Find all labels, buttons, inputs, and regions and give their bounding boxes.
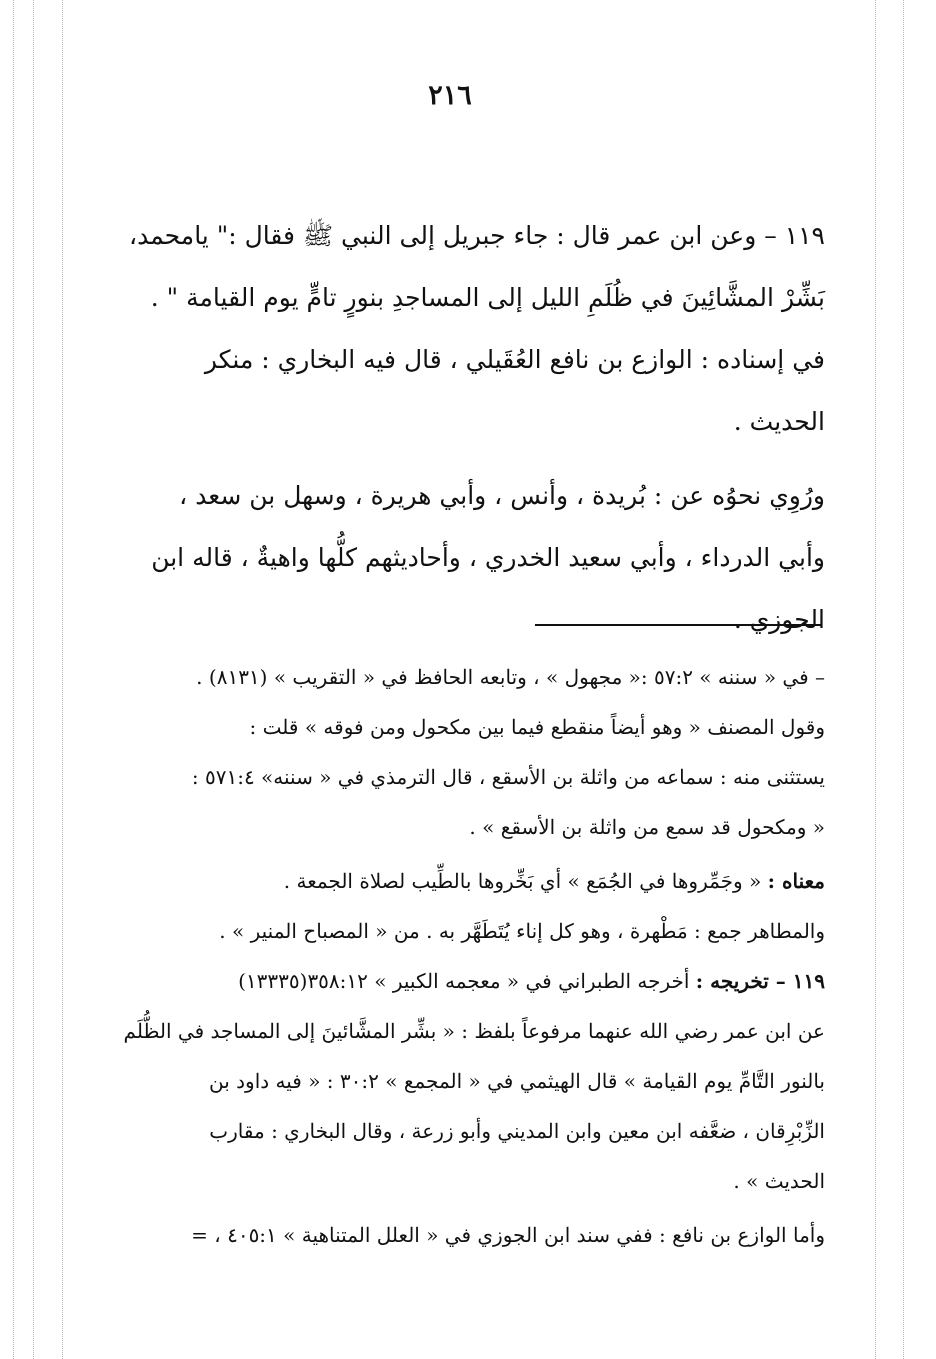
isnad-line: الحديث .	[733, 407, 825, 436]
footnote-label: معناه :	[767, 869, 825, 893]
main-text	[100, 205, 825, 651]
footnote-line: الحديث » .	[733, 1169, 825, 1193]
footnote-line: بالنور التَّامِّ يوم القيامة » قال الهيثمي في « المجمع » ٣٠:٢ : « فيه داود بن	[209, 1069, 825, 1093]
riwaya-line: وأبي الدرداء ، وأبي سعيد الخدري ، وأحاديثهم كلُّها واهيةٌ ، قاله ابن	[151, 543, 825, 572]
footnote-line: يستثنى منه : سماعه من واثلة بن الأسقع ، قال الترمذي في « سننه» ٥٧١:٤ :	[191, 765, 825, 789]
page-number: ٢١٦	[428, 80, 472, 111]
margin-dotted-line	[903, 0, 904, 1359]
footnote-line: والمطاهر جمع : مَطْهرة ، وهو كل إناء يُتَطَهَّر به . من « المصباح المنير » .	[219, 919, 825, 943]
hadith-line: بَشِّرْ المشَّائِينَ في ظُلَمِ الليل إلى المساجدِ بنورٍ تامٍّ يوم القيامة " .	[150, 283, 825, 312]
margin-dotted-line	[62, 0, 63, 1359]
isnad-line: في إسناده : الوازع بن نافع العُقَيلي ، قال فيه البخاري : منكر	[204, 345, 825, 374]
footnotes	[100, 652, 825, 1260]
margin-dotted-line	[13, 0, 14, 1359]
footnote-separator	[535, 624, 821, 626]
margin-dotted-line	[33, 0, 34, 1359]
footnote-line: وأما الوازع بن نافع : ففي سند ابن الجوزي في « العلل المتناهية » ٤٠٥:١ ، =	[191, 1223, 825, 1247]
footnote-line	[100, 956, 825, 1006]
footnote-line: الزِّبْرِقان ، ضعَّفه ابن معين وابن المديني وأبو زرعة ، وقال البخاري : مقارب	[209, 1119, 825, 1143]
margin-dotted-line	[875, 0, 876, 1359]
riwaya-line: ورُوِي نحوُه عن : بُريدة ، وأنس ، وأبي هريرة ، وسهل بن سعد ،	[179, 481, 825, 510]
footnote-line: – في « سننه » ٥٧:٢ :« مجهول » ، وتابعه الحافظ في « التقريب » (٨١٣١) .	[196, 665, 825, 689]
footnote-line	[100, 856, 825, 906]
footnote-line: وقول المصنف « وهو أيضاً منقطع فيما بين مكحول ومن فوقه » قلت :	[249, 715, 825, 739]
footnote-text: « وجَمِّروها في الجُمَع » أي بَخِّروها بالطِّيب لصلاة الجمعة .	[283, 869, 762, 893]
footnote-label: ١١٩ – تخريجه :	[695, 969, 825, 993]
footnote-text: أخرجه الطبراني في « معجمه الكبير » ٣٥٨:١٢(١٣٣٣٥)	[238, 969, 690, 993]
footnote-line: عن ابن عمر رضي الله عنهما مرفوعاً بلفظ : « بشِّر المشَّائينَ إلى المساجد في الظُّلَم	[123, 1019, 825, 1043]
footnote-line: « ومكحول قد سمع من واثلة بن الأسقع » .	[469, 815, 825, 839]
riwaya-line: الجوزي .	[733, 605, 825, 634]
hadith-line: ١١٩ – وعن ابن عمر قال : جاء جبريل إلى النبي ﷺ فقال :" يامحمد،	[129, 221, 825, 250]
